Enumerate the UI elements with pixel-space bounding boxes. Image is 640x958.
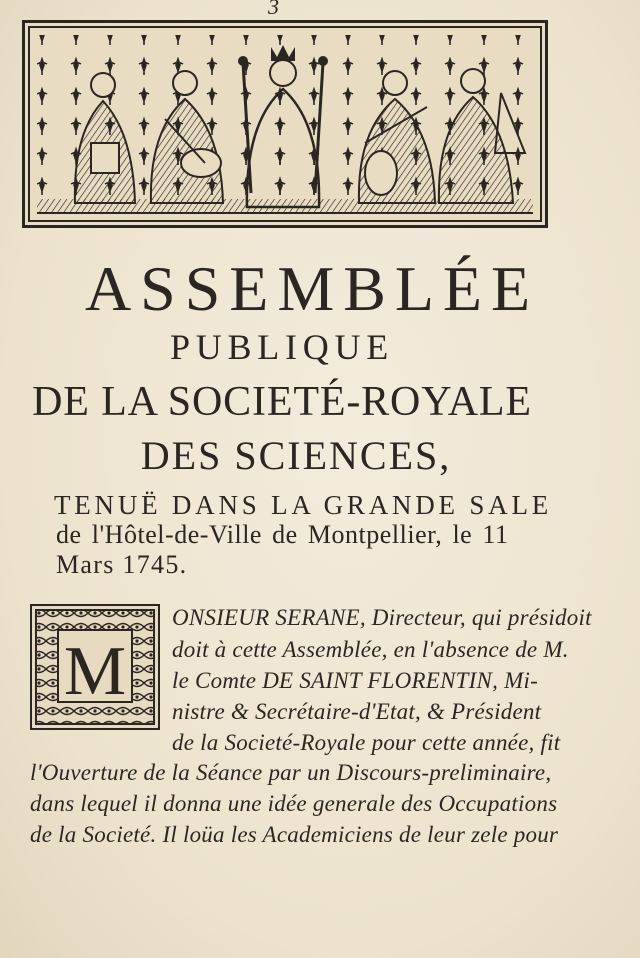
body-line: de la Societé. Il loüa les Academiciens de leur zele pour xyxy=(30,822,559,847)
dropcap-ornament xyxy=(32,606,158,728)
body-line: de la Societé-Royale pour cette année, fit xyxy=(172,730,561,755)
body-line: dans lequel il donna une idée generale des Occupations xyxy=(30,791,558,816)
subtitle-line-2: de l'Hôtel-de-Ville de Montpellier, le 11 xyxy=(56,520,509,549)
title-des-sciences: DES SCIENCES, xyxy=(140,433,452,478)
woodcut-headpiece xyxy=(22,20,548,228)
body-line: l'Ouverture de la Séance par un Discours-preliminaire, xyxy=(30,760,552,785)
body-line: le Comte DE SAINT FLORENTIN, Mi- xyxy=(172,668,538,693)
woodcut-illustration xyxy=(25,23,545,225)
subtitle-line-3: Mars 1745. xyxy=(56,550,188,579)
title-publique: PUBLIQUE xyxy=(169,327,395,367)
subtitle-line-1: TENUË DANS LA GRANDE SALE xyxy=(54,490,552,520)
title-societe-royale: DE LA SOCIETÉ-ROYALE xyxy=(32,379,532,425)
body-line: doit à cette Assemblée, en l'absence de M. xyxy=(172,637,569,662)
body-line: nistre & Secrétaire-d'Etat, & Président xyxy=(172,699,542,724)
body-line: ONSIEUR SERANE, Directeur, qui présidoit xyxy=(172,605,592,630)
page-number: 3 xyxy=(268,0,279,19)
ornamental-dropcap xyxy=(30,604,160,730)
dropcap-letter: M xyxy=(63,633,127,710)
title-assemblee: ASSEMBLÉE xyxy=(84,253,539,324)
